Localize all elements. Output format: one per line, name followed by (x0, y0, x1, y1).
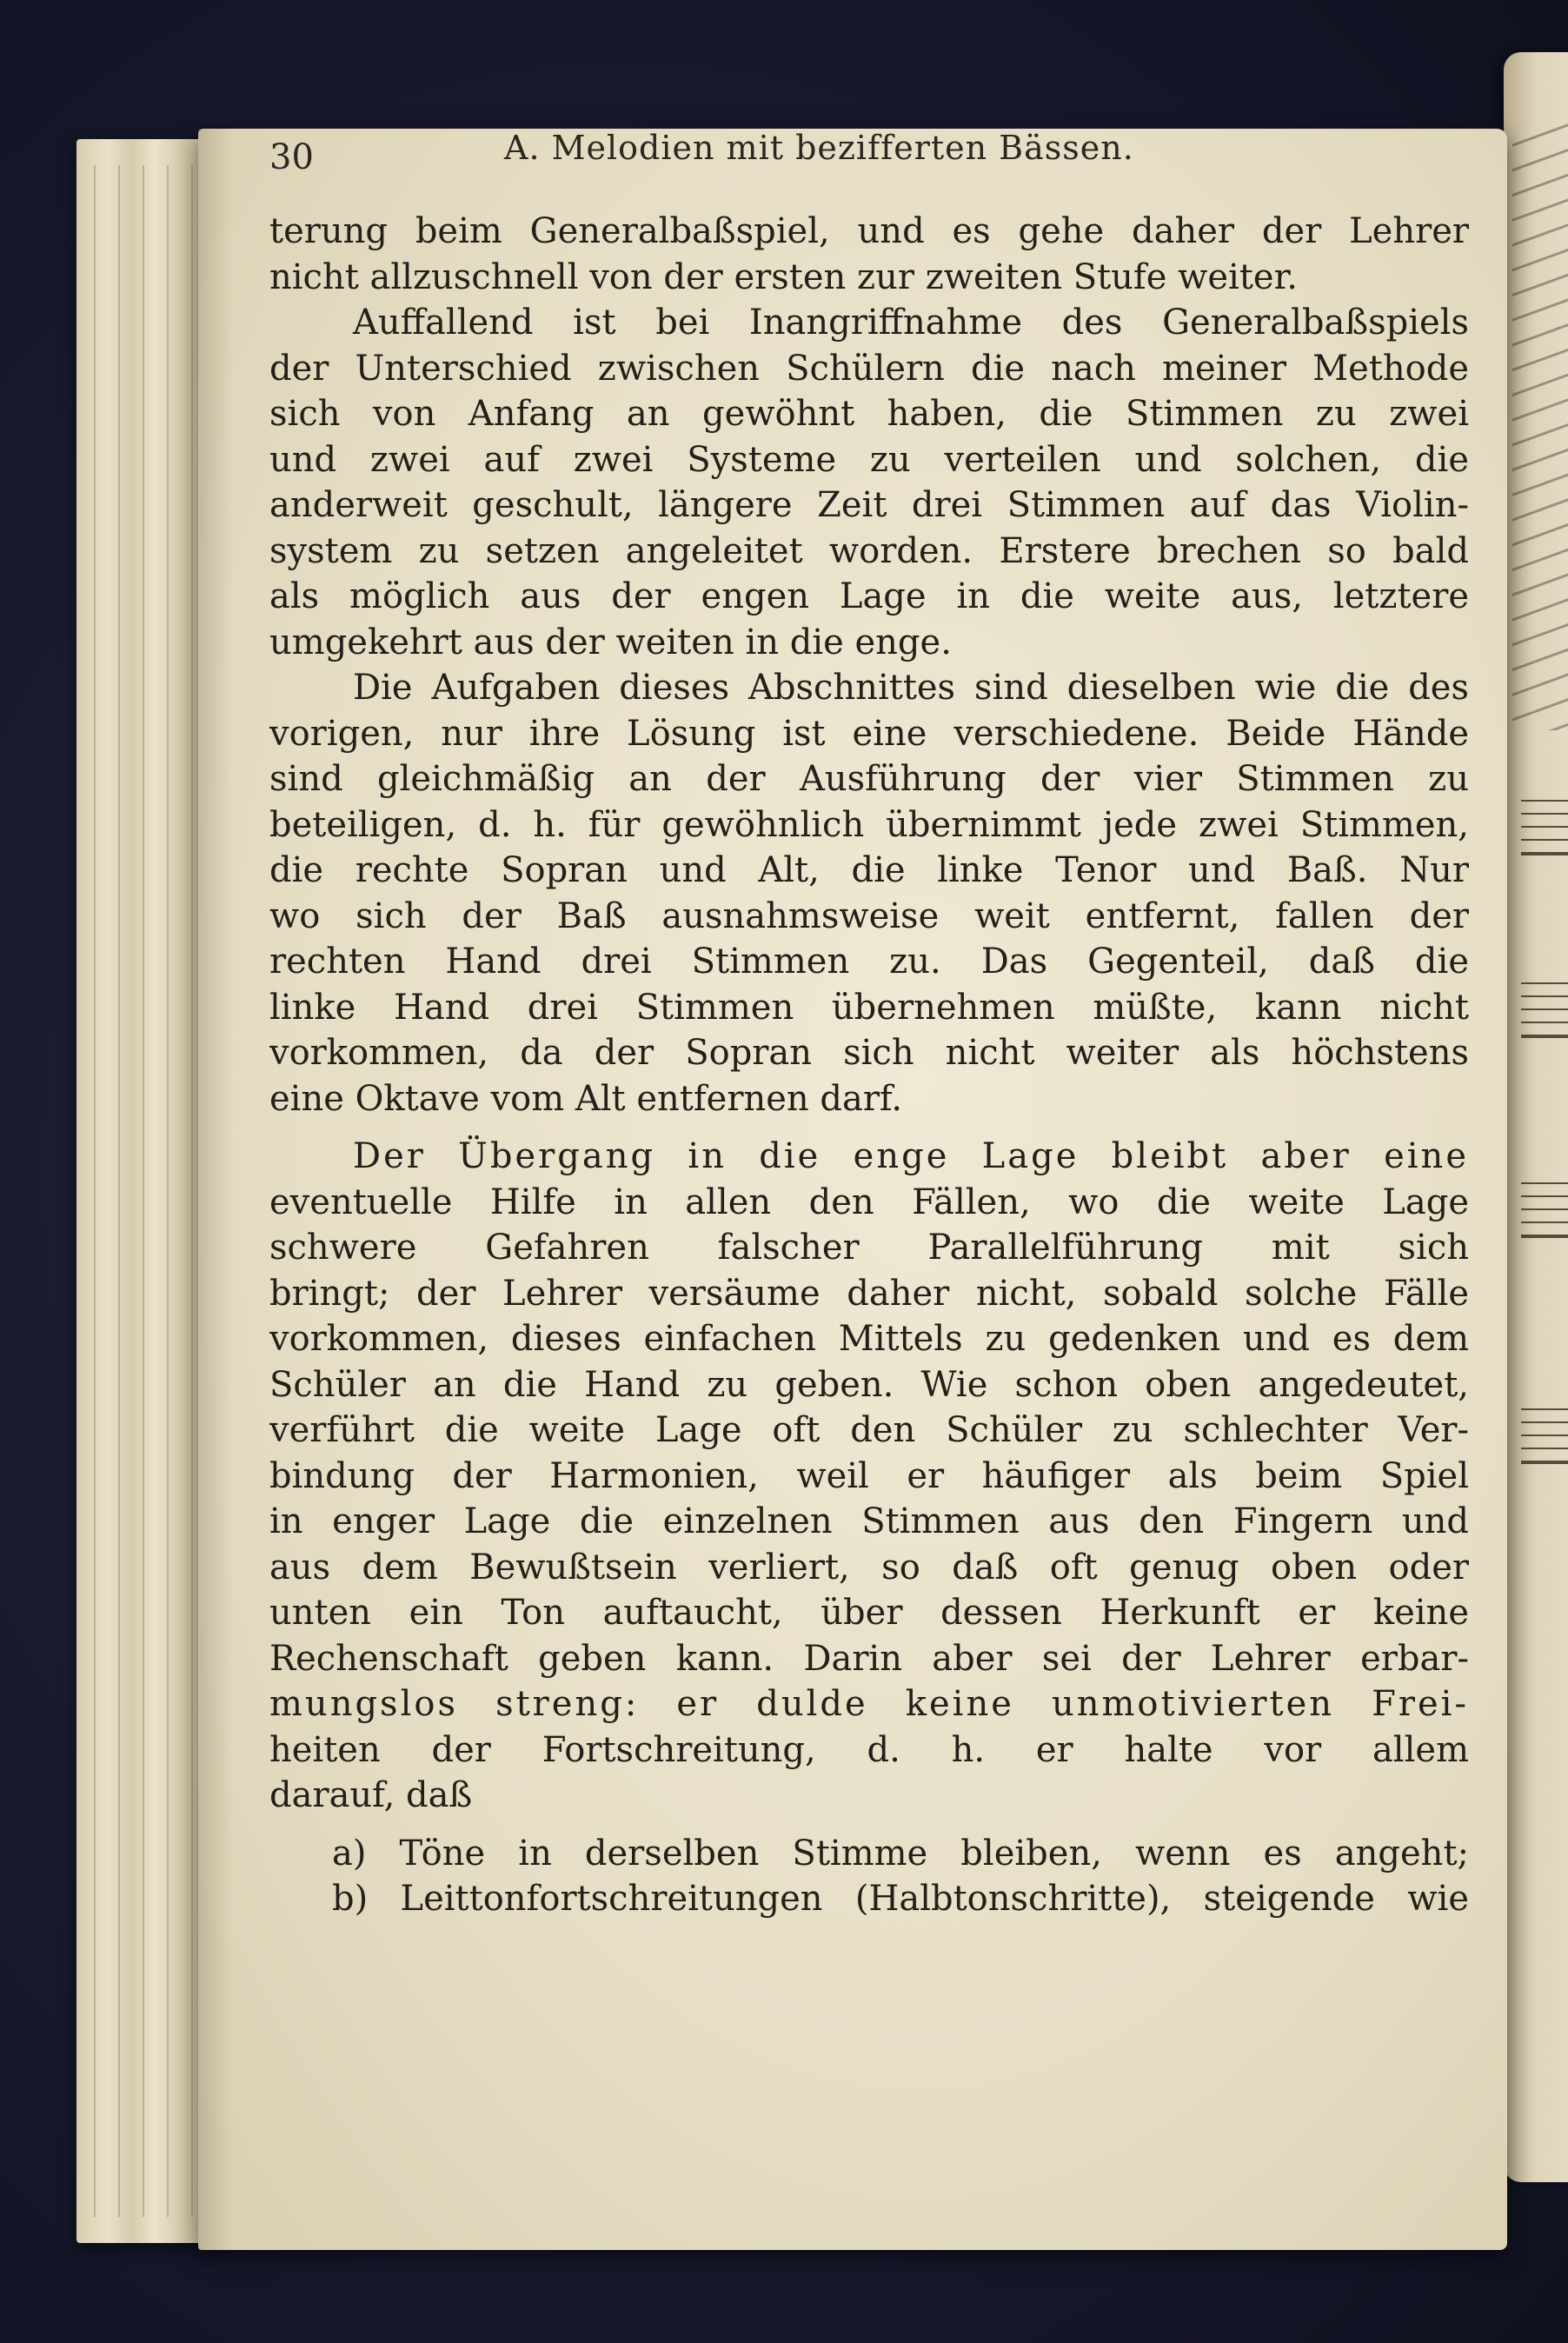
text-line: verführt die weite Lage oft den Schüler zu schlechter Ver- (269, 1410, 1469, 1450)
text-line: in enger Lage die einzelnen Stimmen aus den Fingern und (269, 1501, 1469, 1541)
rule-list (269, 1831, 1469, 1922)
list-item: a) Töne in derselben Stimme bleiben, wenn es angeht; (332, 1833, 1469, 1874)
text-line: terung beim Generalbaßspiel, und es gehe daher der Lehrer (269, 211, 1469, 251)
text-line: rechten Hand drei Stimmen zu. Das Gegenteil, daß die (269, 942, 1469, 982)
text-line: Schüler an die Hand zu geben. Wie schon oben angedeutet, (269, 1364, 1469, 1405)
text-line: nicht allzuschnell von der ersten zur zweiten Stufe weiter. (269, 256, 1299, 297)
list-item: b) Leittonfortschreitungen (Halbtonschritte), steigende wie (332, 1879, 1469, 1919)
page-number: 30 (269, 137, 314, 177)
body-text (269, 209, 1469, 1922)
text-line: Die Aufgaben dieses Abschnittes sind dieselben wie die des (353, 668, 1469, 708)
text-line: die rechte Sopran und Alt, die linke Tenor und Baß. Nur (269, 850, 1469, 890)
text-line: Der Übergang in die enge Lage bleibt aber eine (353, 1136, 1469, 1176)
text-line: sind gleichmäßig an der Ausführung der vier Stimmen zu (269, 759, 1469, 799)
text-line: und zwei auf zwei Systeme zu verteilen und solchen, die (269, 439, 1469, 480)
text-line: aus dem Bewußtsein verliert, so daß oft genug oben oder (269, 1547, 1469, 1588)
text-line: sich von Anfang an gewöhnt haben, die Stimmen zu zwei (269, 394, 1469, 434)
running-head: A. Melodien mit bezifferten Bässen. (504, 129, 1134, 167)
paragraph (269, 300, 1469, 665)
text-line: linke Hand drei Stimmen übernehmen müßte, kann nicht (269, 987, 1469, 1028)
text-line: mungslos streng: er dulde keine unmotivierten Frei- (269, 1684, 1469, 1724)
text-line: der Unterschied zwischen Schülern die nach meiner Methode (269, 348, 1469, 389)
paragraph (269, 665, 1469, 1122)
text-line: vorigen, nur ihre Lösung ist eine verschiedene. Beide Hände (269, 713, 1469, 754)
text-line: eventuelle Hilfe in allen den Fällen, wo die weite Lage (269, 1181, 1469, 1222)
text-line: unten ein Ton auftaucht, über dessen Herkunft er keine (269, 1593, 1469, 1633)
text-line: bindung der Harmonien, weil er häufiger als beim Spiel (269, 1455, 1469, 1496)
text-line: eine Oktave vom Alt entfernen darf. (269, 1078, 903, 1119)
paragraph (269, 1134, 1469, 1819)
text-line: vorkommen, dieses einfachen Mittels zu gedenken und es dem (269, 1319, 1469, 1359)
text-line: vorkommen, da der Sopran sich nicht weiter als höchstens (269, 1033, 1469, 1073)
text-line: anderweit geschult, längere Zeit drei Stimmen auf das Violin- (269, 485, 1469, 525)
text-line: als möglich aus der engen Lage in die weite aus, letztere (269, 576, 1469, 616)
text-line: heiten der Fortschreitung, d. h. er halte vor allem (269, 1729, 1469, 1770)
text-line: wo sich der Baß ausnahmsweise weit entfernt, fallen der (269, 895, 1469, 936)
text-line: umgekehrt aus der weiten in die enge. (269, 622, 952, 662)
facing-page-edge (1504, 52, 1568, 2182)
paragraph (269, 209, 1469, 300)
text-line: bringt; der Lehrer versäume daher nicht, sobald solche Fälle (269, 1273, 1469, 1314)
text-line: schwere Gefahren falscher Parallelführung mit sich (269, 1228, 1469, 1268)
text-line: Rechenschaft geben kann. Darin aber sei der Lehrer erbar- (269, 1638, 1469, 1679)
text-line: system zu setzen angeleitet worden. Erstere brechen so bald (269, 530, 1469, 571)
text-line: beteiligen, d. h. für gewöhnlich übernimmt jede zwei Stimmen, (269, 804, 1469, 845)
text-line: darauf, daß (269, 1775, 473, 1815)
text-line: Auffallend ist bei Inangriffnahme des Generalbaßspiels (353, 303, 1469, 343)
